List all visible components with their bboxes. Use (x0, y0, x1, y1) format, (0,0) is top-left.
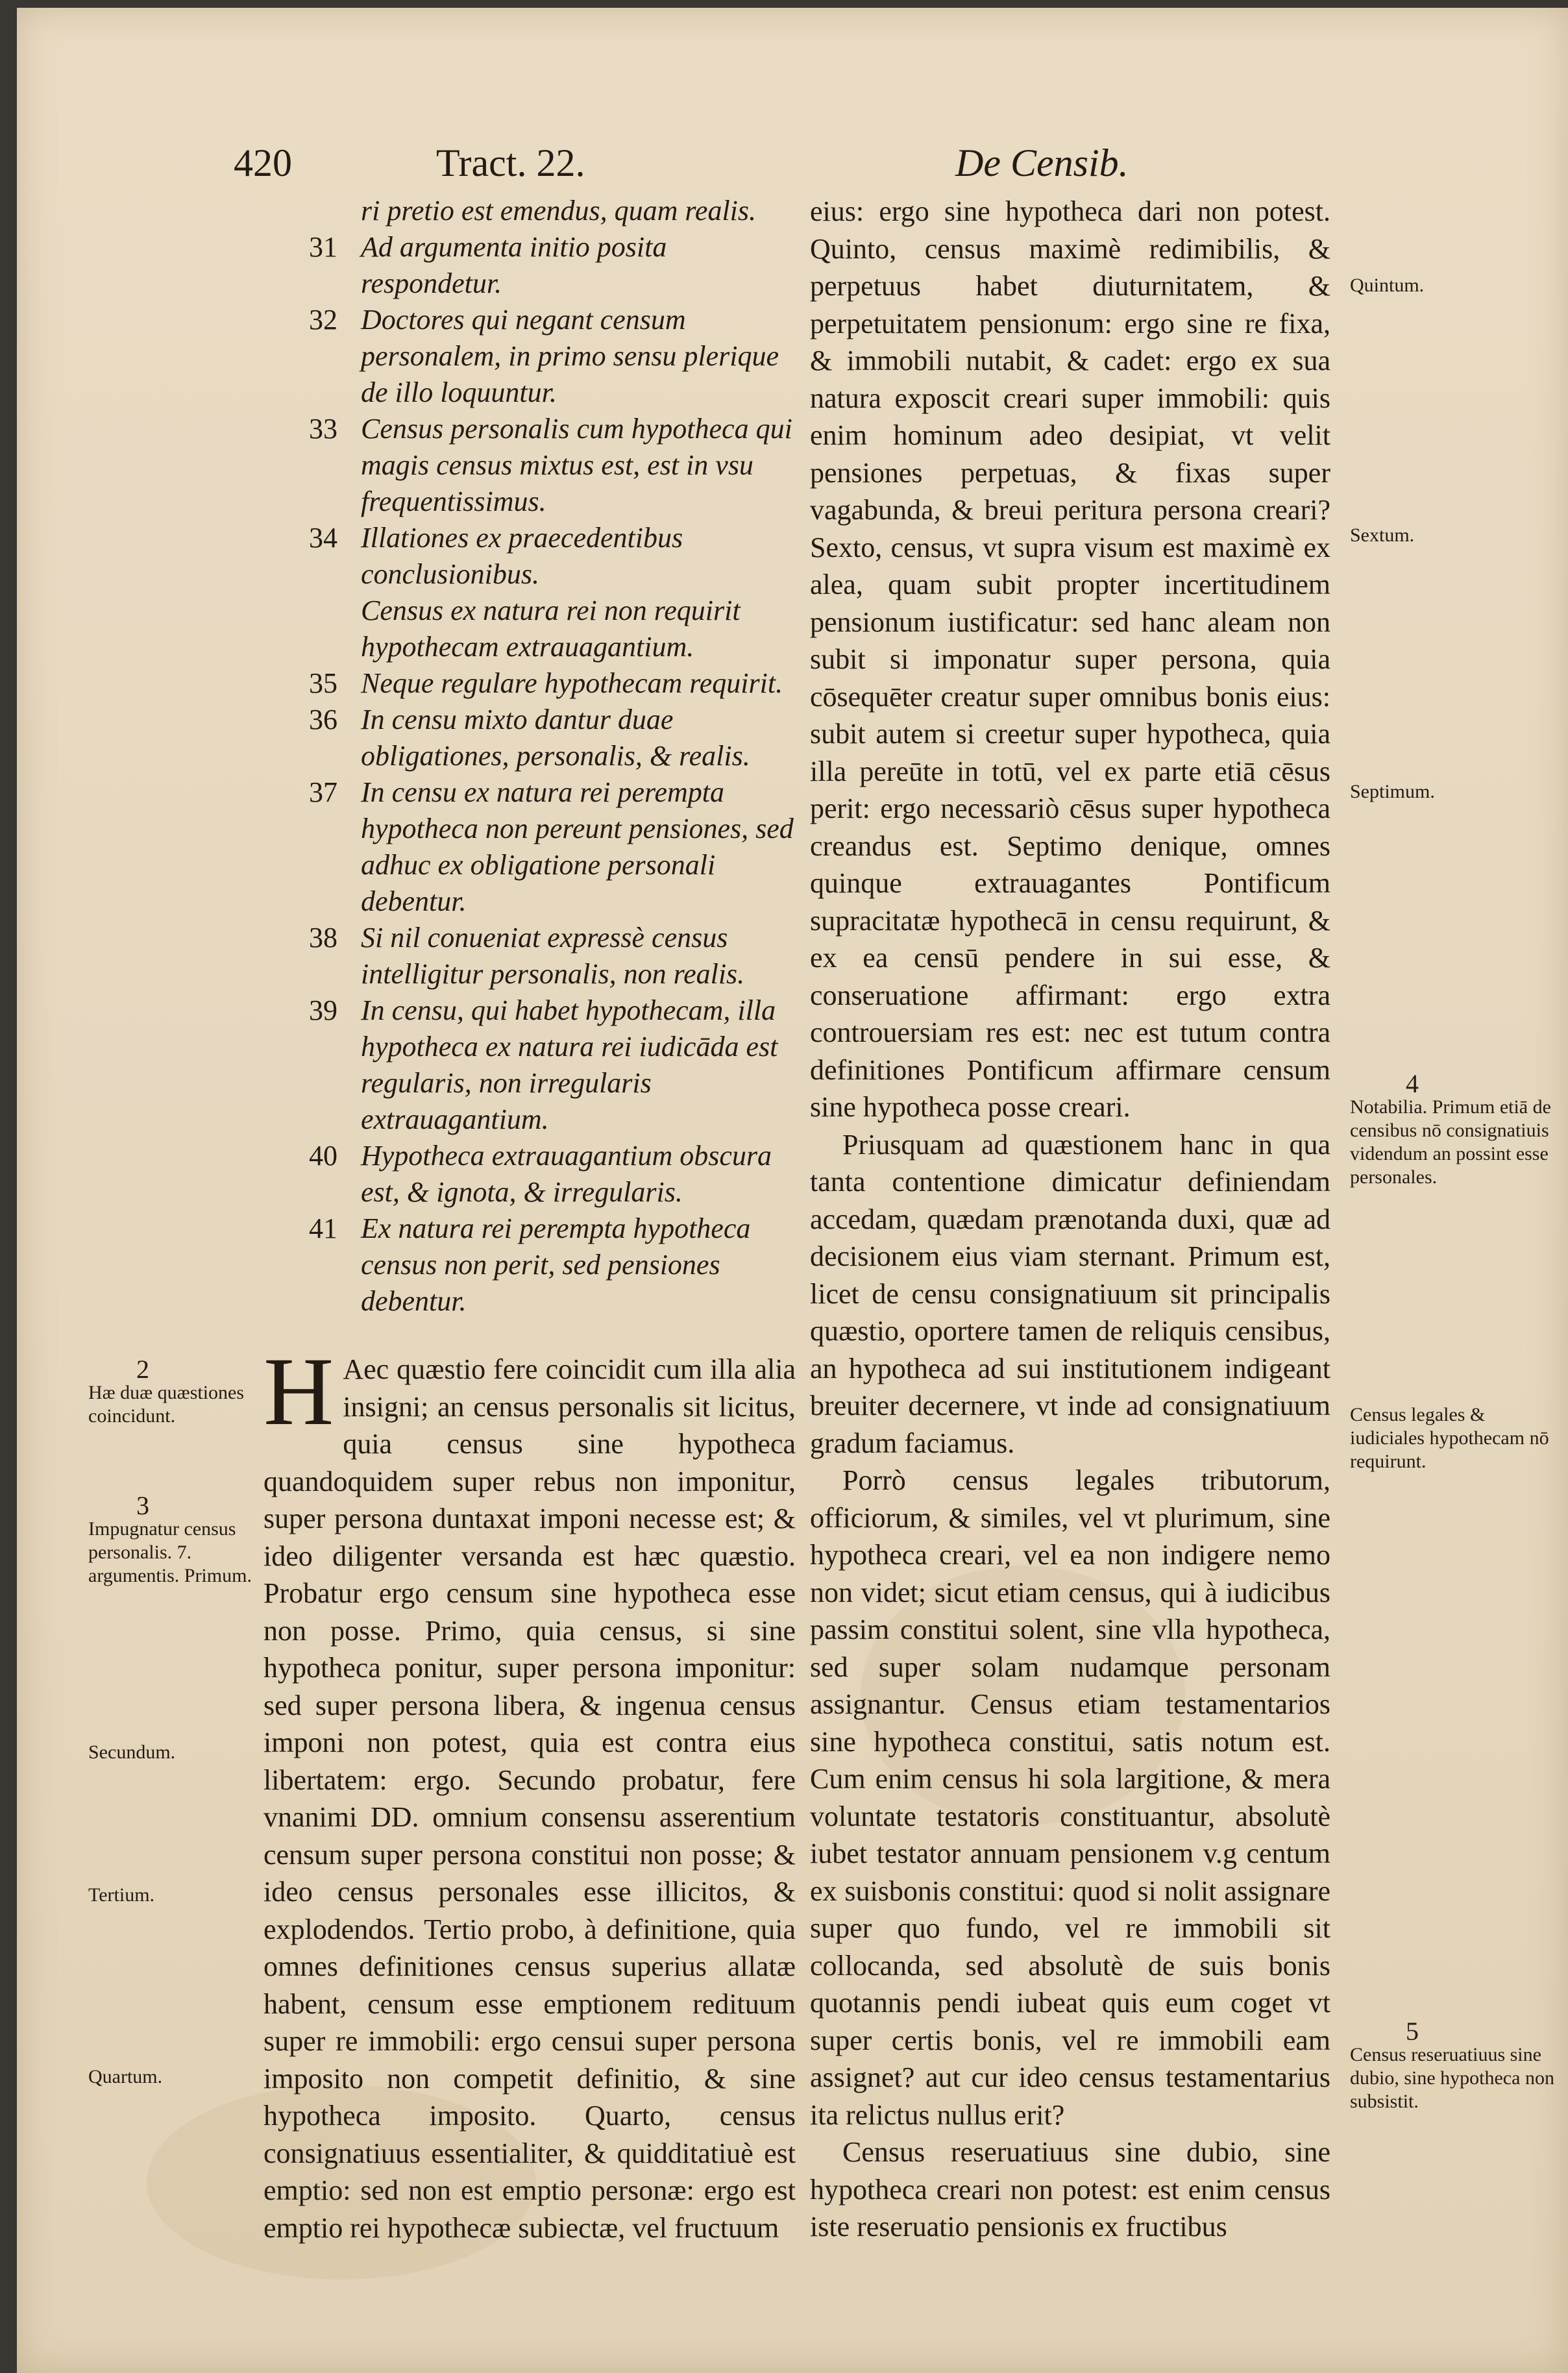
page-header (17, 141, 1568, 199)
margin-note: Quintum. (1350, 275, 1425, 296)
right-body-paragraph-1: eius: ergo sine hypotheca dari non potest. Quinto, census maximè redimibilis, & perpetuus habet diuturnitatem, & perpetuitatem pensionum: ergo sine re fixa, & immobili nutabit, & cadet: ergo ex sua natura exposcit creari super immobili: quis enim hominum adeo desipiat, vt velit pensiones perpetuas, & fixas super vagabunda, & breui peritura persona creari? Sexto, census, vt supra visum est maximè ex alea, quam subit propter incertitudinem pensionum iustificatur: sed hanc aleam non subit si imponatur super persona, quia cōsequēter creatur super omnibus bonis eius: subit autem si creetur super hypotheca, quia illa pereūte in totū, vel ex parte etiā cēsus perit: ergo necessariò cēsus super hypotheca creandus est. Septimo denique, omnes quinque extrauagantes Pontificum supracitatæ hypothecā in censu requirunt, & ex ea censū pendere in sui esse, & conseruatione affirmant: ergo extra controuersiam res est: nec est tutum contra definitiones Pontificum affirmare censum sine hypotheca posse creari. (810, 195, 1330, 1123)
right-body-paragraph-3: Porrò census legales tributorum, officiorum, & similes, vel vt plurimum, sine hypotheca creari, vel ea non indigere nemo non videt; sicut etiam census, qui à iudicibus passim constitui solent, sine vlla hypotheca, sed super solam nudamque personam assignantur. Census etiam testamentarios sine hypotheca constitui, satis notum est. Cum enim census hi sola largitione, & mera voluntate testatoris constituantur, absolutè iubet testator annuam pensionem v.g centum ex suisbonis constitui: quod si nolit assignare super quo fundo, vel re immobili sit collocanda, sed absolutè de suis bonis quotannis pendi iubeat quis eum coget vt super certis bonis, vel re immobili eam assignet? aut cur ideo census testamentarius ita relictus nullus erit? (810, 1464, 1330, 2131)
summary-item: 39 In censu, qui habet hypothecam, illa hypotheca ex natura rei iudicāda est regularis, non irregularis extrauagantium. (309, 994, 778, 1135)
margin-note: Sextum. (1350, 524, 1415, 546)
summary-item: 35 Neque regulare hypothecam requirit. (309, 667, 783, 699)
margin-note: 4 Notabilia. Primum etiā de censibus nō consignatiuis videndum an possint esse personales. (1350, 1069, 1551, 1188)
running-head-right: De Censib. (955, 141, 1129, 184)
margin-note: 3 Impugnatur census personalis. 7. argumentis. Primum. (88, 1491, 252, 1586)
margin-note: 5 Census reseruatiuus sine dubio, sine hypotheca non subsistit. (1350, 2017, 1554, 2112)
right-body-paragraph-4: Census reseruatiuus sine dubio, sine hypotheca creari non potest: est enim census iste reseruatio pensionis ex fructibus (810, 2136, 1330, 2243)
summary-item: 38 Si nil conueniat expressè census intelligitur personalis, non realis. (309, 922, 745, 990)
margin-note: Tertium. (88, 1884, 155, 1906)
page-number: 420 (234, 141, 292, 184)
right-column (810, 193, 1330, 2246)
margin-note: Census legales & iudiciales hypothecam nō requirunt. (1350, 1404, 1549, 1472)
right-body-paragraph-2: Priusquam ad quæstionem hanc in qua tanta contentione dimicatur definiendam accedam, quædam prænotanda duxi, quæ ad decisionem eius viam sternant. Primum est, licet de censu consignatiuum sit principalis quæstio, oportere tamen de reliquis censibus, an hypotheca ad sui institutionem indigeant breuiter decernere, vt inde ad consignatiuum gradum faciamus. (810, 1128, 1330, 1459)
margin-note: Quartum. (88, 2066, 163, 2087)
summary-item: 40 Hypotheca extrauagantium obscura est, & ignota, & irregularis. (309, 1140, 772, 1208)
summary-item: 33 Census personalis cum hypotheca qui magis census mixtus est, est in vsu frequentissimus. (309, 413, 792, 517)
margin-note: Septimum. (1350, 781, 1435, 802)
summary-item: 31 Ad argumenta initio posita respondetur. (309, 231, 667, 299)
running-head-left: Tract. 22. (436, 141, 585, 184)
summary-item: 37 In censu ex natura rei perempta hypotheca non pereunt pensiones, sed adhuc ex obligatione personali debentur. (309, 776, 794, 917)
left-body-paragraph: H Aec quæstio fere coincidit cum illa alia insigni; an census personalis sit licitus, quia census sine hypotheca quandoquidem super rebus non imponitur, super persona duntaxat imponi necesse est; & ideo diligenter versanda est hæc quæstio. Probatur ergo censum sine hypotheca esse non posse. Primo, quia census, si sine hypotheca ponitur, super persona imponitur: sed super persona libera, & ingenua census imponi non potest, quia est contra eius libertatem: ergo. Secundo probatur, fere vnanimi DD. omnium consensu asserentium censum super persona constitui non posse; & ideo census personales esse illicitos, & explodendos. Tertio probo, à definitione, quia omnes definitiones census superius allatæ habent, censum esse emptionem redituum super re immobili: ergo censui super persona imposito non competit definitio, & sine hypotheca imposito. Quarto, census consignatiuus essentialiter, & quidditatiuè est emptio: sed non est emptio personæ: ergo est emptio rei hypothecæ subiectæ, vel fructuum (263, 1338, 796, 2244)
margin-note: 2 Hæ duæ quæstiones coincidunt. (88, 1355, 245, 1427)
summary-item: 41 Ex natura rei perempta hypotheca census non perit, sed pensiones debentur. (309, 1212, 751, 1317)
summary-item: Census ex natura rei non requirit hypothecam extrauagantium. (361, 595, 741, 663)
summary-item: 36 In censu mixto dantur duae obligationes, personalis, & realis. (309, 704, 750, 772)
left-column (263, 193, 796, 2246)
summary-item: 32 Doctores qui negant censum personalem, in primo sensu plerique de illo loquuntur. (309, 304, 779, 408)
book-page (17, 8, 1568, 2373)
summary-item: ri pretio est emendus, quam realis. (361, 195, 757, 227)
margin-note: Secundum. (88, 1741, 176, 1763)
drop-cap: H (263, 1338, 334, 1445)
summary-item: 34 Illationes ex praecedentibus conclusionibus. (309, 522, 683, 590)
summary-list (263, 193, 796, 1320)
